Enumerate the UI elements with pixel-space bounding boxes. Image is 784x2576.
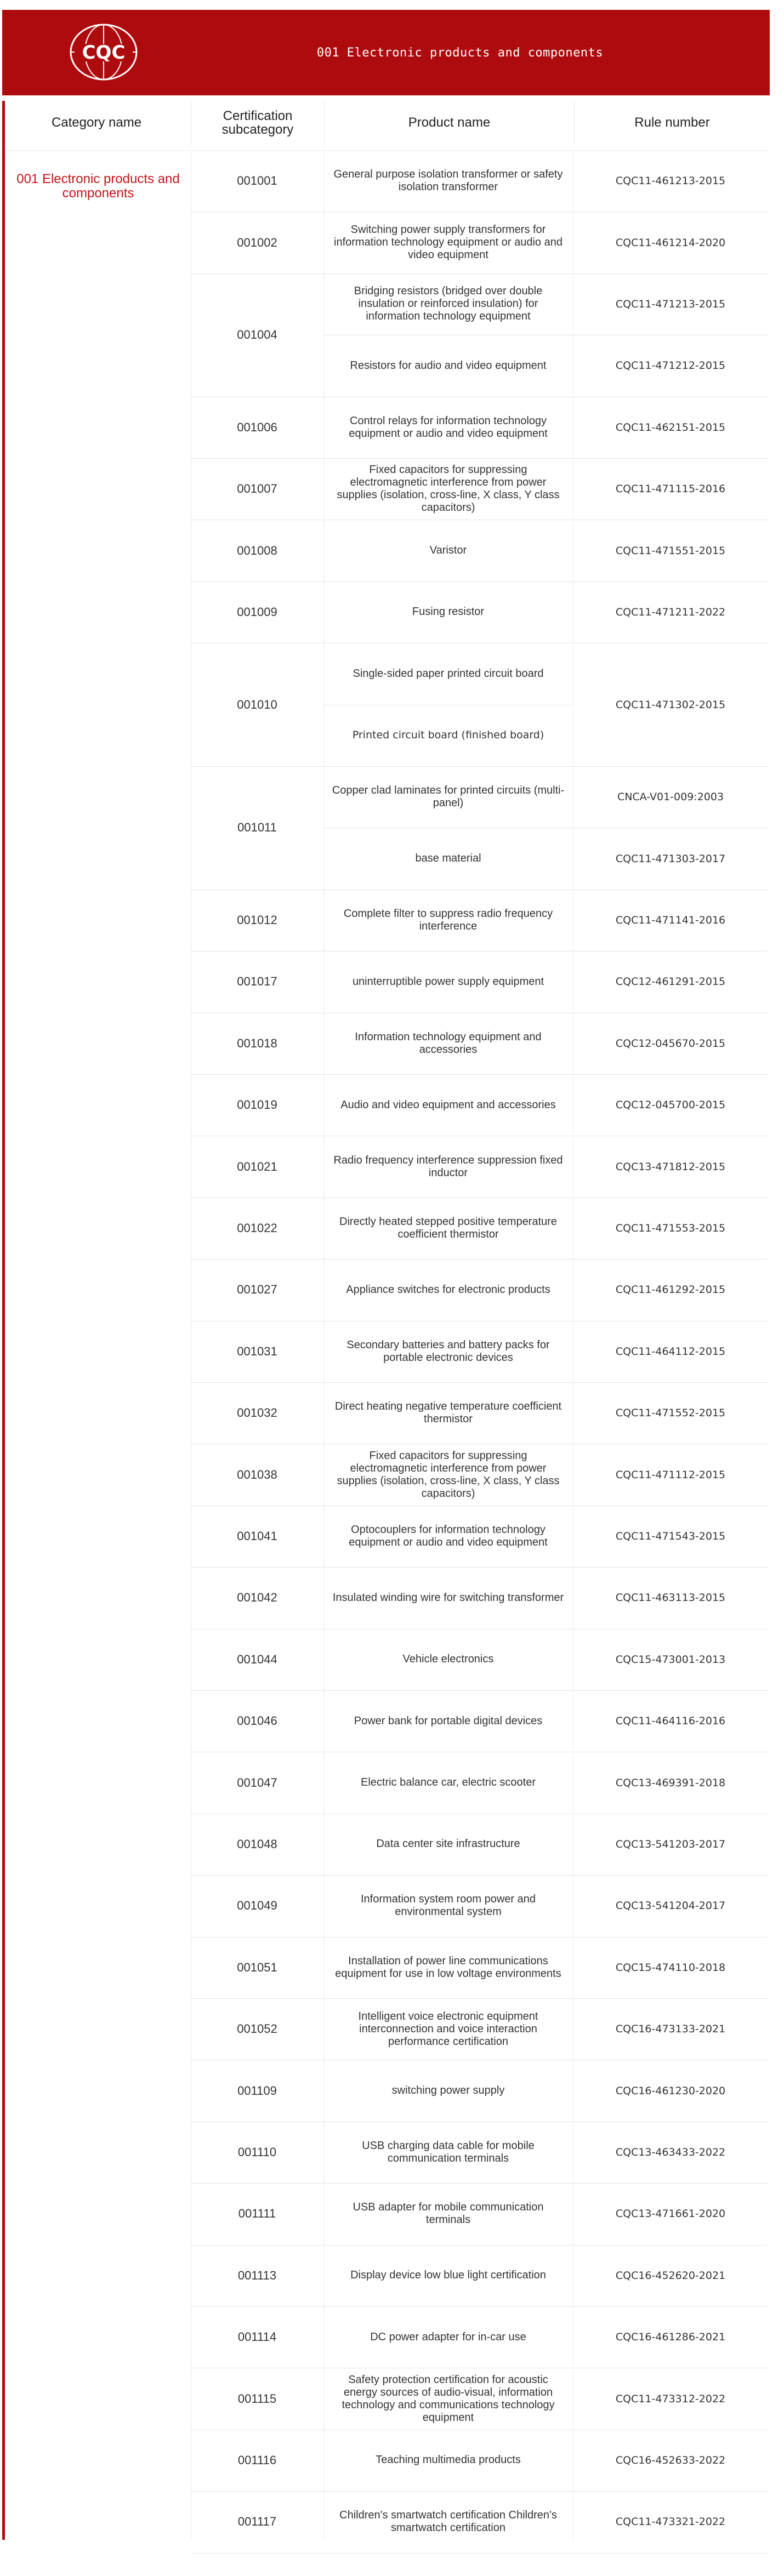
product-name: Vehicle electronics — [402, 1653, 494, 1666]
subcategory-code: 001038 — [237, 1467, 277, 1481]
product-name: Single-sided paper printed circuit board — [353, 667, 544, 680]
rule-number: CQC11-473312-2022 — [615, 2392, 726, 2405]
rule-number: CQC16-473133-2021 — [615, 2023, 726, 2036]
column-header-rule: Rule number — [634, 115, 710, 130]
product-name: General purpose isolation transformer or safety isolation transformer — [333, 168, 563, 193]
product-name: Complete filter to suppress radio frequency interference — [343, 907, 553, 932]
product-name: USB adapter for mobile communication terminals — [353, 2201, 544, 2226]
product-name: Data center site infrastructure — [376, 1838, 520, 1850]
product-name: Appliance switches for electronic products — [346, 1283, 550, 1296]
rule-number: CQC13-541203-2017 — [615, 1838, 726, 1850]
rule-number: CQC11-471213-2015 — [615, 298, 726, 310]
rule-number: CQC16-461286-2021 — [615, 2331, 726, 2344]
rule-number: CQC11-464112-2015 — [615, 1345, 726, 1358]
subcategory-code: 001002 — [237, 235, 277, 249]
product-name: Power bank for portable digital devices — [354, 1714, 543, 1727]
subcategory-code: 001007 — [237, 482, 277, 496]
product-name: DC power adapter for in-car use — [370, 2330, 526, 2343]
product-name: Display device low blue light certification — [350, 2269, 546, 2282]
column-header-subcategory: Certification subcategory — [191, 101, 325, 145]
product-name: Teaching multimedia products — [376, 2454, 521, 2466]
product-name: Insulated winding wire for switching transformer — [332, 1591, 564, 1604]
subcategory-code: 001031 — [237, 1344, 277, 1358]
page-title: 001 Electronic products and components — [316, 45, 604, 60]
subcategory-code: 001008 — [237, 543, 277, 557]
rule-number: CQC11-471115-2016 — [615, 483, 726, 495]
rule-number: CQC11-471302-2015 — [615, 698, 726, 711]
product-name: Control relays for information technology equipment or audio and video equipment — [349, 414, 548, 440]
subcategory-code: 001046 — [237, 1714, 277, 1728]
subcategory-code: 001110 — [237, 2145, 277, 2159]
product-name: Electric balance car, electric scooter — [360, 1776, 536, 1789]
product-name: uninterruptible power supply equipment — [352, 975, 544, 988]
product-name: Directly heated stepped positive temperature coefficient thermistor — [339, 1215, 557, 1240]
subcategory-code: 001001 — [237, 174, 277, 188]
product-name: Radio frequency interference suppression fixed inductor — [333, 1154, 563, 1179]
product-name: Installation of power line communications equipment for use in low voltage environments — [335, 1954, 561, 1980]
rule-number: CNCA-V01-009:2003 — [617, 791, 724, 803]
subcategory-code: 001041 — [237, 1529, 277, 1543]
subcategory-code: 001027 — [237, 1283, 277, 1297]
rule-number: CQC11-471303-2017 — [615, 852, 726, 865]
column-header-category: Category name — [2, 101, 191, 145]
subcategory-code: 001052 — [237, 2022, 277, 2036]
subcategory-code: 001042 — [237, 1591, 277, 1605]
product-name: Optocouplers for information technology equipment or audio and video equipment — [349, 1523, 548, 1548]
subcategory-code: 001022 — [237, 1221, 277, 1235]
subcategory-code: 001044 — [237, 1652, 277, 1666]
rule-number: CQC16-452633-2022 — [615, 2454, 726, 2466]
accent-bar — [2, 101, 5, 150]
subcategory-code: 001012 — [237, 913, 277, 927]
subcategory-code: 001109 — [237, 2083, 277, 2098]
subcategory-code: 001117 — [237, 2515, 277, 2529]
rule-number: CQC15-473001-2013 — [615, 1653, 726, 1666]
rule-number: CQC13-541204-2017 — [615, 1900, 726, 1912]
product-name: Copper clad laminates for printed circuits (multi-panel) — [332, 784, 565, 810]
rule-number: CQC11-471543-2015 — [615, 1530, 726, 1542]
subcategory-code: 001032 — [237, 1406, 277, 1420]
product-name: Children's smartwatch certification Children's smartwatch certification — [339, 2509, 557, 2534]
rule-number: CQC13-471812-2015 — [615, 1160, 726, 1173]
rule-number: CQC11-461213-2015 — [615, 175, 726, 187]
subcategory-code: 001004 — [237, 328, 277, 342]
rule-number: CQC11-471212-2015 — [615, 360, 726, 372]
rule-number: CQC11-464116-2016 — [615, 1715, 726, 1728]
product-name: Fixed capacitors for suppressing electromagnetic interference from power supplies (isolation, cross-line, X class, Y class capacitors) — [337, 464, 560, 514]
subcategory-code: 001010 — [237, 697, 277, 711]
subcategory-code: 001048 — [237, 1837, 277, 1851]
rule-number: CQC11-471211-2022 — [615, 606, 726, 618]
product-name: Safety protection certification for acoustic energy sources of audio-visual, information technology and communications technology equipment — [342, 2373, 555, 2424]
subcategory-code: 001113 — [237, 2268, 277, 2282]
product-name: Fixed capacitors for suppressing electromagnetic interference from power supplies (isolation, cross-line, X class, Y class capacitors) — [337, 1449, 560, 1500]
column-header-product: Product name — [325, 101, 575, 145]
product-name: Information system room power and environmental system — [360, 1893, 536, 1918]
rule-number: CQC11-462151-2015 — [615, 421, 726, 434]
subcategory-code: 001111 — [238, 2207, 276, 2221]
table-header — [2, 95, 770, 151]
rule-number: CQC16-461230-2020 — [615, 2084, 726, 2097]
rule-number: CQC11-471551-2015 — [615, 544, 726, 557]
rule-number: CQC11-463113-2015 — [615, 1592, 726, 1604]
product-name: Audio and video equipment and accessories — [340, 1098, 556, 1111]
rule-number: CQC11-471112-2015 — [615, 1468, 726, 1481]
page-header — [2, 10, 770, 95]
subcategory-code: 001006 — [237, 420, 277, 434]
subcategory-code: 001051 — [237, 1960, 277, 1974]
product-name: Printed circuit board (finished board) — [352, 728, 544, 741]
rule-number: CQC13-463433-2022 — [615, 2146, 726, 2158]
product-name: Information technology equipment and accessories — [355, 1030, 542, 1056]
subcategory-code: 001116 — [237, 2453, 277, 2467]
product-name: Fusing resistor — [412, 606, 485, 618]
product-name: Intelligent voice electronic equipment interconnection and voice interaction performance certification — [358, 2010, 538, 2048]
rule-number: CQC11-471553-2015 — [615, 1222, 726, 1234]
subcategory-code: 001017 — [237, 974, 277, 989]
subcategory-code: 001009 — [237, 605, 277, 619]
subcategory-code: 001019 — [237, 1098, 277, 1112]
rule-number: CQC11-471141-2016 — [615, 914, 726, 926]
cqc-logo — [67, 21, 140, 83]
category-name: 001 Electronic products and components — [16, 172, 180, 201]
product-name: Varistor — [429, 544, 467, 557]
subcategory-code: 001011 — [237, 820, 277, 835]
row-divider — [191, 2553, 768, 2554]
rule-number: CQC13-471661-2020 — [615, 2208, 726, 2220]
logo-text: CQC — [82, 42, 126, 64]
product-name: Secondary batteries and battery packs for portable electronic devices — [346, 1338, 550, 1364]
accent-bar — [2, 150, 5, 2540]
product-name: Bridging resistors (bridged over double insulation or reinforced insulation) for information technology equipment — [354, 285, 543, 323]
rule-number: CQC11-473321-2022 — [615, 2516, 726, 2528]
table-body — [2, 150, 770, 2540]
rule-number: CQC12-045670-2015 — [615, 1037, 726, 1050]
rule-number: CQC16-452620-2021 — [615, 2269, 726, 2282]
product-name: Switching power supply transformers for information technology equipment or audio and video equipment — [334, 224, 563, 261]
rule-number: CQC11-461214-2020 — [615, 236, 726, 249]
subcategory-code: 001115 — [237, 2391, 277, 2406]
product-name: USB charging data cable for mobile communication terminals — [362, 2139, 535, 2164]
subcategory-code: 001018 — [237, 1036, 277, 1050]
rule-number: CQC11-461292-2015 — [615, 1284, 726, 1296]
rule-number: CQC12-045700-2015 — [615, 1099, 726, 1112]
product-name: Direct heating negative temperature coefficient thermistor — [334, 1400, 562, 1426]
rule-number: CQC12-461291-2015 — [615, 976, 726, 988]
subcategory-code: 001114 — [237, 2330, 277, 2344]
rule-number: CQC11-471552-2015 — [615, 1407, 726, 1420]
subcategory-code: 001021 — [237, 1159, 277, 1173]
subcategory-code: 001049 — [237, 1899, 277, 1913]
rule-number: CQC15-474110-2018 — [615, 1961, 726, 1974]
product-name: base material — [415, 852, 481, 865]
rule-number: CQC13-469391-2018 — [615, 1776, 726, 1789]
product-name: switching power supply — [391, 2084, 505, 2097]
subcategory-code: 001047 — [237, 1775, 277, 1789]
product-name: Resistors for audio and video equipment — [350, 359, 547, 372]
